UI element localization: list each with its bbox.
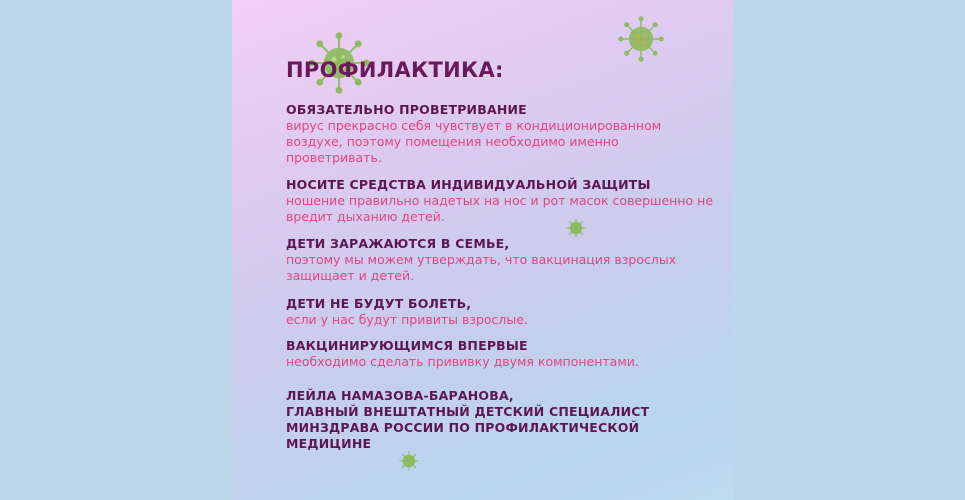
tip-first-vaccination [286,338,716,370]
tip-family [286,236,716,284]
tip-text: если у нас будут привиты взрослые. [286,312,528,327]
tip-heading: ДЕТИ НЕ БУДУТ БОЛЕТЬ, [286,296,472,311]
virus-icon [618,16,664,62]
tip-heading: ДЕТИ ЗАРАЖАЮТСЯ В СЕМЬЕ, [286,236,510,251]
virus-icon [398,450,420,472]
tip-heading: ВАКЦИНИРУЮЩИМСЯ ВПЕРВЫЕ [286,338,528,353]
page-title: ПРОФИЛАКТИКА: [286,58,504,82]
tip-ventilation [286,102,716,166]
tip-text: необходимо сделать прививку двумя компонентами. [286,354,639,369]
tip-heading: ОБЯЗАТЕЛЬНО ПРОВЕТРИВАНИЕ [286,102,527,117]
tip-heading: НОСИТЕ СРЕДСТВА ИНДИВИДУАЛЬНОЙ ЗАЩИТЫ [286,177,651,192]
tip-adults [286,296,716,328]
quote-attribution: ЛЕЙЛА НАМАЗОВА-БАРАНОВА, ГЛАВНЫЙ ВНЕШТАТНЫЙ ДЕТСКИЙ СПЕЦИАЛИСТ МИНЗДРАВА РОССИИ ПО ПРОФИЛАКТИЧЕСКОЙ МЕДИЦИНЕ [286,388,650,451]
tip-protection [286,177,716,225]
tip-text: вирус прекрасно себя чувствует в кондиционированном воздухе, поэтому помещения необходимо именно проветривать. [286,118,662,165]
infographic-card [232,0,733,500]
tip-text: поэтому мы можем утверждать, что вакцинация взрослых защищает и детей. [286,252,677,283]
tip-text: ношение правильно надетых на нос и рот масок совершенно не вредит дыханию детей. [286,193,714,224]
